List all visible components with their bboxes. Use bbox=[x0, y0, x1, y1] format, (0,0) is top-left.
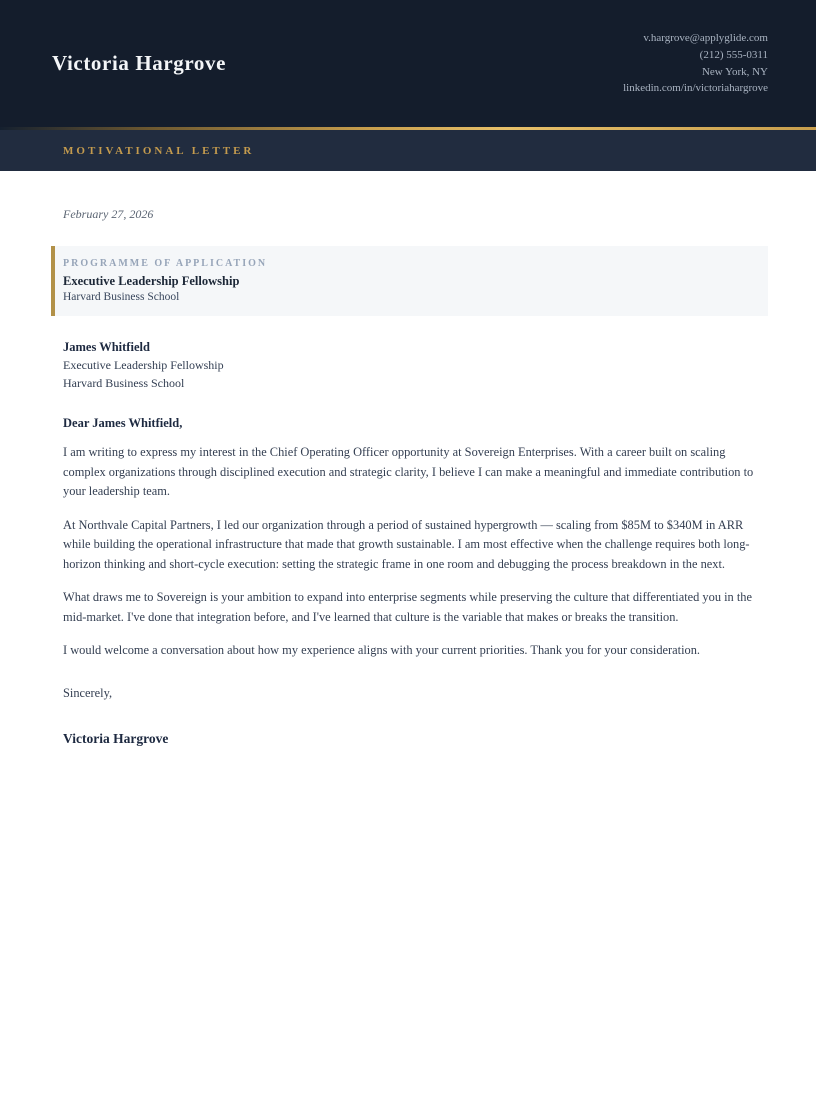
section-title: MOTIVATIONAL LETTER bbox=[63, 145, 255, 157]
letter-body bbox=[0, 207, 816, 747]
contact-block bbox=[623, 30, 768, 97]
recipient-block bbox=[63, 338, 768, 392]
closing-word: Sincerely, bbox=[63, 685, 113, 700]
programme-title: Executive Leadership Fellowship bbox=[63, 274, 240, 288]
salutation: Dear James Whitfield, bbox=[63, 416, 183, 430]
paragraph-intro: I am writing to express my interest in the Chief Operating Officer opportunity at Sovereign Enterprises. With a career built on scaling complex organizations through disciplined execution and strategic clarity, I believe I can make a meaningful and immediate contribution to your leadership team. bbox=[63, 445, 754, 498]
recipient-institution: Harvard Business School bbox=[63, 376, 185, 390]
programme-institution: Harvard Business School bbox=[63, 291, 180, 303]
programme-callout bbox=[51, 246, 768, 316]
letter-date: February 27, 2026 bbox=[63, 207, 154, 221]
programme-eyebrow: PROGRAMME OF APPLICATION bbox=[63, 258, 268, 269]
paragraph-experience: At Northvale Capital Partners, I led our organization through a period of sustained hypergrowth — scaling from $85M to $340M in ARR while building the operational infrastructure that made that growth sustainable. I am most effective when the challenge requires both long-horizon thinking and short-cycle execution: setting the strategic frame in one room and debugging the process breakdown in the next. bbox=[63, 517, 750, 571]
applicant-name: Victoria Hargrove bbox=[52, 51, 227, 75]
letterhead bbox=[0, 0, 816, 127]
contact-linkedin: linkedin.com/in/victoriahargrove bbox=[623, 82, 768, 95]
contact-email: v.hargrove@applyglide.com bbox=[643, 31, 768, 44]
contact-phone: (212) 555-0311 bbox=[699, 48, 768, 61]
signature-name: Victoria Hargrove bbox=[63, 730, 169, 746]
recipient-programme: Executive Leadership Fellowship bbox=[63, 358, 224, 372]
section-banner bbox=[0, 130, 816, 171]
paragraph-closing-ask: I would welcome a conversation about how my experience aligns with your current priorities. Thank you for your consideration. bbox=[63, 643, 701, 657]
contact-location: New York, NY bbox=[701, 65, 768, 78]
paragraph-motivation: What draws me to Sovereign is your ambition to expand into enterprise segments while preserving the culture that differentiated you in the mid-market. I've done that integration before, and I've learned that culture is the variable that makes or breaks the transition. bbox=[63, 590, 752, 624]
recipient-name: James Whitfield bbox=[63, 340, 150, 354]
